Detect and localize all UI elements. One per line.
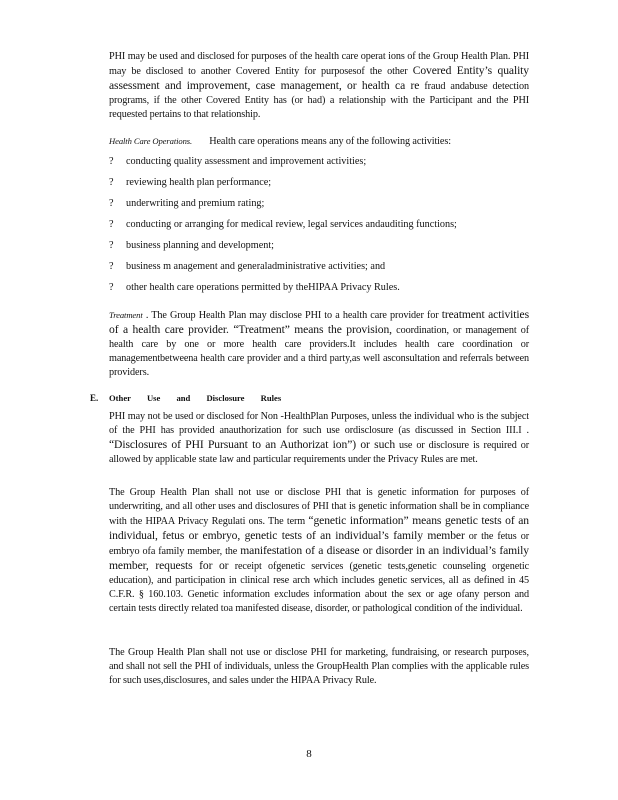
intro-paragraph [109, 50, 529, 122]
list-marker: ? [109, 177, 114, 188]
treatment-label: Treatment [109, 310, 143, 320]
section-e-paragraph-1 [109, 410, 529, 467]
intro-text-3: fraud andabuse detection programs, if the other Covered Entity has (or had) a relationship with the Participant and the PHI requested pertains to that relationship. [109, 81, 529, 120]
list-item: ? reviewing health plan performance; [109, 177, 272, 188]
list-marker: ? [109, 198, 114, 209]
para2-text-c: or the fetus or embryo ofa family member, the [109, 531, 529, 557]
para2-text-b: “genetic information” means genetic tests of an individual, fetus or embryo, genetic tests of an individual’s family member [109, 514, 529, 542]
section-e-paragraph-2 [109, 486, 529, 616]
para1-text-a: PHI may not be used or disclosed for Non -HealthPlan Purposes, unless the individual who is the subject of the PHI has provided anauthorization for such use ordisclosure (as discussed in Section III.I . [109, 411, 529, 436]
operations-text: Health care operations means any of the following activities: [209, 136, 451, 147]
list-marker: ? [109, 240, 114, 251]
operations-list [109, 155, 539, 302]
treatment-text-3: coordination, or management of health care by one or more health care providers.It includes health care coordination or managementbetweena health care provider and a third party,as well asconsultation and referrals between providers. [109, 325, 529, 378]
para1-text-b: “Disclosures of PHI Pursuant to an Authorizat ion”) or such [109, 438, 396, 451]
treatment-text-2: treatment activities of a health care provider. “Treatment” means the provision, [109, 308, 529, 336]
list-marker: ? [109, 282, 114, 293]
intro-text-1: PHI may be used and disclosed for purposes of the health care operat ions of the Group Health Plan. PHI may be disclosed to another Covered Entity for purposesof the other [109, 51, 529, 77]
para1-text-c: use or disclosure is required or allowed by applicable state law and particular requirements under the Privacy Rules are met. [109, 440, 529, 465]
section-e-paragraph-3 [109, 646, 529, 688]
operations-label: Health Care Operations. [109, 136, 193, 146]
treatment-text-1: . The Group Health Plan may disclose PHI to a health care provider for [145, 310, 439, 321]
intro-text-2: Covered Entity’s quality assessment and improvement, case management, or health ca re [109, 64, 530, 92]
list-item: ? business m anagement and generaladministrative activities; and [109, 261, 386, 272]
list-marker: ? [109, 261, 114, 272]
list-marker: ? [109, 219, 114, 230]
list-item: ? conducting quality assessment and improvement activities; [109, 156, 367, 167]
section-title: Other Use and Disclosure Rules [109, 393, 282, 403]
para2-text-a: The Group Health Plan shall not use or disclose PHI that is genetic information for purposes of underwriting, and all other uses and disclosures of PHI that is genetic information shall be in compliance with the HIPAA Privacy Regulati ons. The term [109, 487, 529, 527]
section-letter: E. [90, 393, 99, 403]
list-marker: ? [109, 156, 114, 167]
list-item: ? conducting or arranging for medical review, legal services andauditing functions; [109, 219, 457, 230]
page-number: 8 [306, 748, 312, 760]
treatment-paragraph [109, 308, 529, 380]
para2-text-d: manifestation of a disease or disorder in an individual’s family member, requests for or [109, 544, 529, 572]
para3-text: The Group Health Plan shall not use or disclose PHI for marketing, fundraising, or research purposes, and shall not sell the PHI of individuals, unless the GroupHealth Plan complies with the applicable rules for such uses,disclosures, and sales under the HIPAA Privacy Rule. [109, 647, 529, 686]
operations-heading [109, 134, 529, 149]
list-item: ? underwriting and premium rating; [109, 198, 265, 209]
para2-text-e: receipt ofgenetic services (genetic tests,genetic counseling orgenetic education), and participation in clinical rese arch which includes genetic services, all as defined in 45 C.F.R. § 160.103. Genetic information excludes information about the sex or age ofany person and certain tests directly related toa manifested disease, disorder, or pathological condition of the individual. [109, 561, 529, 614]
list-item: ? business planning and development; [109, 240, 274, 251]
list-item: ? other health care operations permitted by theHIPAA Privacy Rules. [109, 282, 400, 293]
